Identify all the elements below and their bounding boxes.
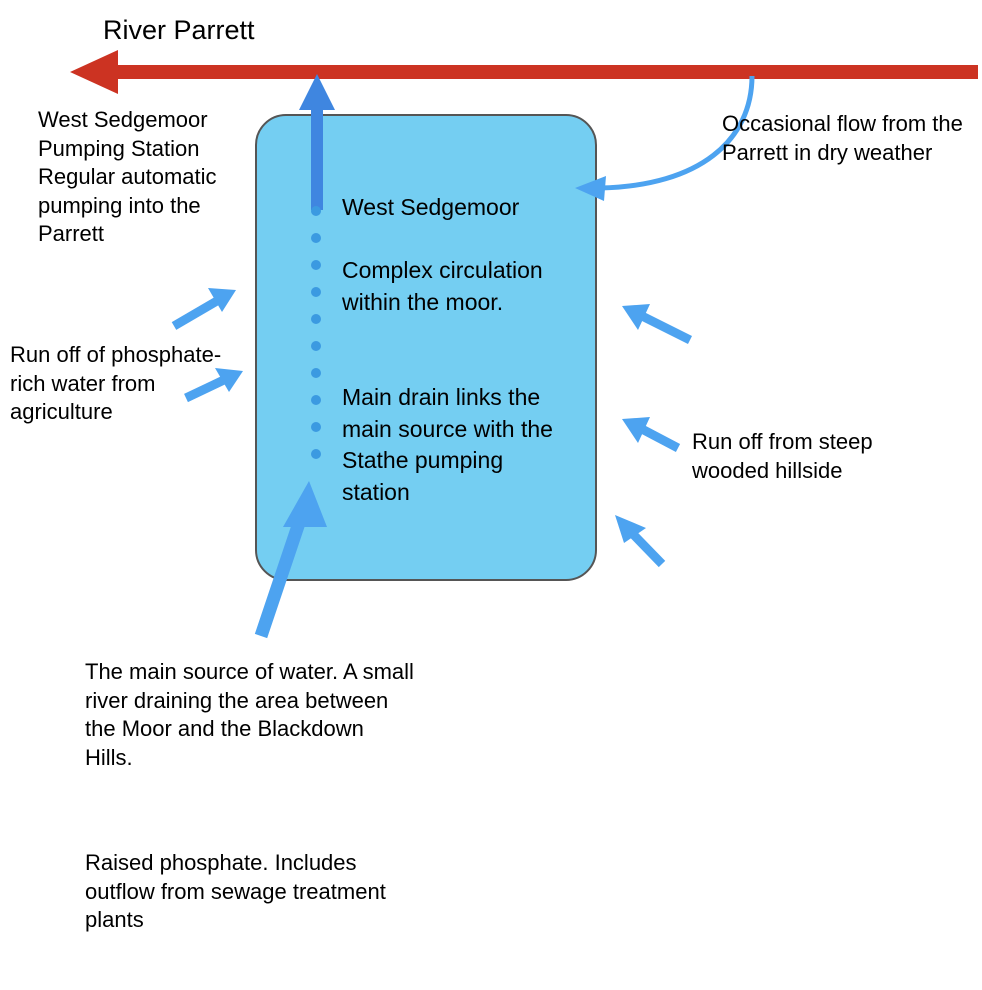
runoff-hillside-arrow-2-icon: [622, 417, 678, 448]
label-runoff-phosphate: Run off of phosphate-rich water from agriculture: [10, 342, 222, 425]
runoff-agriculture-arrow-1-icon: [174, 288, 236, 326]
moor-paragraph-circulation: Complex circulation within the moor.: [342, 257, 543, 315]
moor-paragraph-main-drain: Main drain links the main source with the Stathe pumping station: [342, 384, 553, 505]
runoff-hillside-arrow-1-icon: [622, 304, 690, 340]
label-pumping-station: West Sedgemoor Pumping Station Regular automatic pumping into the Parrett: [38, 107, 217, 247]
label-raised-phosphate: Raised phosphate. Includes outflow from sewage treatment plants: [85, 850, 386, 933]
page-title: River Parrett: [103, 15, 255, 45]
label-runoff-wooded-hillside: Run off from steep wooded hillside: [692, 429, 873, 483]
label-occasional-flow: Occasional flow from the Parrett in dry weather: [722, 111, 963, 165]
moor-heading: West Sedgemoor: [342, 194, 520, 220]
river-parrett-flow-arrow-icon: [70, 50, 978, 94]
runoff-hillside-arrow-3-icon: [615, 515, 662, 564]
label-main-source: The main source of water. A small river draining the area between the Moor and the Blackdown Hills.: [85, 659, 414, 770]
